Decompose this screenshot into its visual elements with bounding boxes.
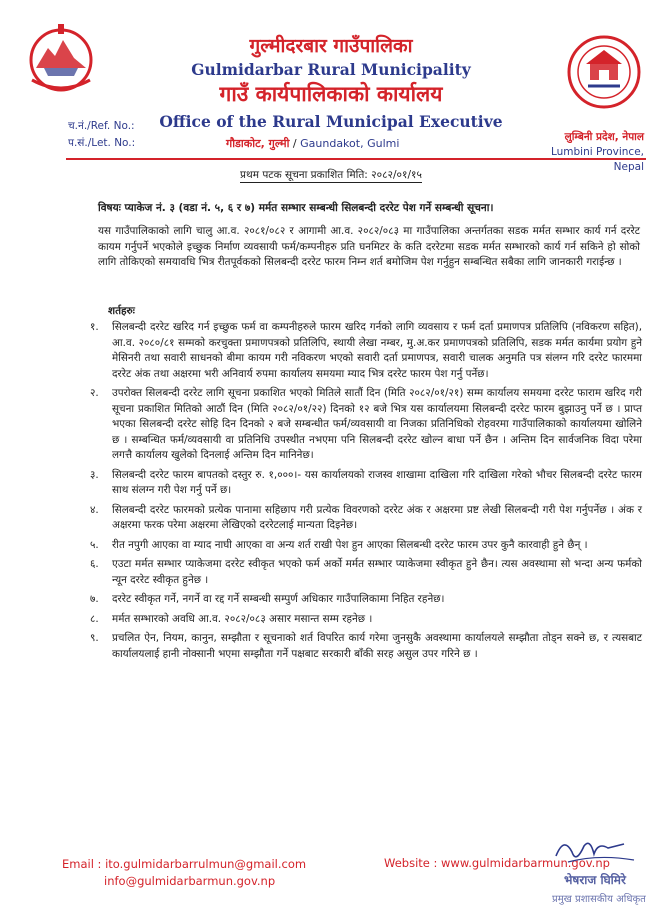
item-text: उपरोक्त सिलबन्दी दररेट लागि सूचना प्रकाशित भएको मितिले सातौं दिन (मिति २०८२/०१/२१) सम्म कार्यालय समयमा दररेट फाराम खरिद गरी सूचना प्रकाशित मितिको आठौं दिन (मिति २०८२/०१/२२) दिनको १२ बजे भित्र यस कार्यालयमा सिलबन्दी दररेट फारम बुझाउनु पर्ने छ । प्राप्त भएका सिलबन्दी दररेट सोहि दिन दिनको २ बजे सम्बन्धीत फर्म/व्यवसायी वा निजका प्रतिनिधिको रोहवरमा गाउँपालिकाको कार्यालयमा खोलिने छ । सम्बन्धित फर्म/व्यवसायी वा प्रतिनिधि उपस्थीत नभएमा पनि सिलबन्दी दररेट खोल्न बाधा पर्ने छैन । अन्तिम दिन सार्वजनिक विदा परेमा लगत्तै कार्यालय खुलेको दिनलाई अन्तिम दिन मानिनेछ। [112, 387, 642, 461]
first-publication-date [0, 168, 662, 182]
list-item [90, 592, 642, 608]
list-item [90, 631, 642, 662]
office-address [226, 136, 399, 151]
notice-subject: विषयः प्याकेज नं. ३ (वडा नं. ५, ६ र ७) मर्मत सम्भार सम्बन्धी सिलबन्दी दररेट पेश गर्ने सम्बन्धी सूचना। [98, 202, 494, 214]
list-item [90, 320, 642, 382]
item-text: एउटा मर्मत सम्भार प्याकेजमा दररेट स्वीकृत भएको फर्म अर्को मर्मत सम्भार प्याकेजमा स्वीकृत हुने छैन। त्यस अवस्थामा सो भन्दा अन्य फर्मको न्यून दररेट स्वीकृत हुनेछ । [112, 558, 642, 586]
municipality-seal-icon [566, 34, 642, 110]
item-text: प्रचलित ऐन, नियम, कानुन, सम्झौता र सूचनाको शर्त विपरित कार्य गरेमा जुनसुकै अवस्थामा कार्यालयले सम्झौता तोड्न सक्ने छ, र त्यसबाट कार्यालयलाई हानी नोक्सानी भएमा सम्झौता गर्ने पक्षबाट सरकारी बाँकी सरह असुल उपर गरिने छ । [112, 632, 642, 660]
item-text: सिलबन्दी दररेट फारमको प्रत्येक पानामा सहिछाप गरी प्रत्येक विवरणको दररेट अंक र अक्षरमा प्रष्ट लेखी सिलबन्दी गरी पेश गर्नुपर्नेछ । अंक र अक्षरमा फरक परेमा अक्षरमा लेखिएको दररेटलाई मान्यता दिइनेछ। [112, 503, 642, 531]
item-text: सिलबन्दी दररेट खरिद गर्न इच्छुक फर्म वा कम्पनीहरुले फारम खरिद गर्नको लागि व्यवसाय र फर्म दर्ता प्रमाणपत्र प्रतिलिपि (नविकरण सहित), आ.व. २०८०/८१ सम्मको करचुक्ता प्रमाणपत्रको प्रतिलिपि, स्थायी लेखा नम्बर, मु.अ.कर प्रमाणपत्रको प्रतिलिपि, सडक मर्मत कार्यमा प्रयोग हुने मेसिनरी तथा सवारी साधनको बीमा कायम गरी नविकरण भएको सवारी दर्ता प्रमाणपत्र, सवारी चालक अनुमति पत्र संलग्न गरि दररेट फारममा दररेट अंक तथा अक्षरमा भरी अनिवार्य रुपमा कार्यालय समयमा म्याद भित्र दररेट फारम पेश गर्नु पर्नेछ। [112, 321, 642, 380]
svg-text:प्रमुख प्रशासकीय अधिकृत: प्रमुख प्रशासकीय अधिकृत [552, 894, 646, 905]
list-item [90, 468, 642, 499]
footer-email [62, 856, 306, 890]
office-title-en: Office of the Rural Municipal Executive [159, 112, 503, 131]
province-np: लुम्बिनी प्रदेश, नेपाल [564, 131, 644, 143]
conditions-label: शर्तहरुः [108, 305, 135, 317]
svg-text:भेषराज घिमिरे: भेषराज घिमिरे [564, 873, 626, 887]
item-number: ४. [90, 503, 99, 516]
ref-no-label: च.नं./Ref. No.: [68, 120, 135, 132]
municipality-title-en: Gulmidarbar Rural Municipality [191, 60, 471, 79]
item-text: सिलबन्दी दररेट फारम बापतको दस्तुर रु. १,०००।- यस कार्यालयको राजस्व शाखामा दाखिला गरि दाखिला गरेको भौचर सिलबन्दी दररेट फारम साथ संलग्न गरी पेश गर्नु पर्ने छ। [112, 468, 642, 496]
address-en: Gaundakot, Gulmi [300, 137, 400, 150]
list-item [90, 538, 642, 554]
header-divider [66, 158, 646, 160]
list-item [90, 386, 642, 464]
item-number: ८. [90, 612, 99, 625]
notice-intro: यस गाउँपालिकाको लागि चालु आ.व. २०८१/०८२ र आगामी आ.व. २०८२/०८३ मा गाउँपालिका अन्तर्गतका सडक मर्मत सम्भार कार्य गर्न दररेट कायम गर्नुपर्ने भएकोले इच्छुक निर्माण व्यवसायी फर्म/कम्पनीहरु प्रति घनमिटर के कति दररेटमा सडक मर्मत सम्भारको कार्य गर्न सकिने हो सोको लागि तोकिएको समयावधि भित्र रीतपूर्वकको सिलबन्दी दररेट फारम निम्न शर्त बमोजिम पेश गर्नुहुन सम्बन्धित सबैका लागि जानकारी गराईन्छ । [98, 225, 640, 268]
address-separator: / [289, 137, 301, 150]
item-number: २. [90, 387, 99, 399]
item-text: मर्मत सम्भारको अवधि आ.व. २०८२/०८३ असार मसान्त सम्म रहनेछ । [112, 612, 373, 625]
footer-website-link[interactable]: Website : www.gulmidarbarmun.gov.np [384, 856, 610, 870]
reference-block [68, 118, 135, 152]
item-number: ३. [90, 468, 99, 481]
list-item [90, 557, 642, 588]
email-primary-link[interactable]: Email : ito.gulmidarbarrulmun@gmail.com [62, 857, 307, 871]
item-text: रीत नपुगी आएका वा म्याद नाघी आएका वा अन्य शर्त राखी पेश हुन आएका सिलबन्धी दररेट फारम उपर कुनै कारवाही हुने छैन् । [112, 538, 588, 551]
address-np: गौडाकोट, गुल्मी [226, 137, 290, 150]
municipality-title-np: गुल्मीदरबार गाउँपालिका [249, 35, 413, 57]
item-text: दररेट स्वीकृत गर्ने, नगर्ने वा रद्द गर्ने सम्बन्धी सम्पुर्ण अधिकार गाउँपालिकामा निहित रहनेछ। [112, 593, 445, 605]
first-publication-text: प्रथम पटक सूचना प्रकाशित मिति: २०८२/०१/१५ [240, 169, 422, 181]
email-secondary-link[interactable]: info@gulmidarbarmun.gov.np [104, 874, 276, 888]
office-title-np: गाउँ कार्यपालिकाको कार्यालय [219, 82, 443, 106]
conditions-list [90, 320, 642, 666]
item-number: १. [90, 321, 99, 333]
list-item [90, 503, 642, 534]
item-number: ६. [90, 558, 99, 570]
item-number: ७. [90, 593, 99, 605]
signature-stamp-icon [538, 834, 658, 910]
item-number: ९. [90, 632, 99, 644]
province-en: Lumbini Province, Nepal [550, 146, 644, 173]
letter-no-label: प.सं./Let. No.: [68, 137, 136, 149]
item-number: ५. [90, 538, 99, 551]
list-item [90, 612, 642, 628]
